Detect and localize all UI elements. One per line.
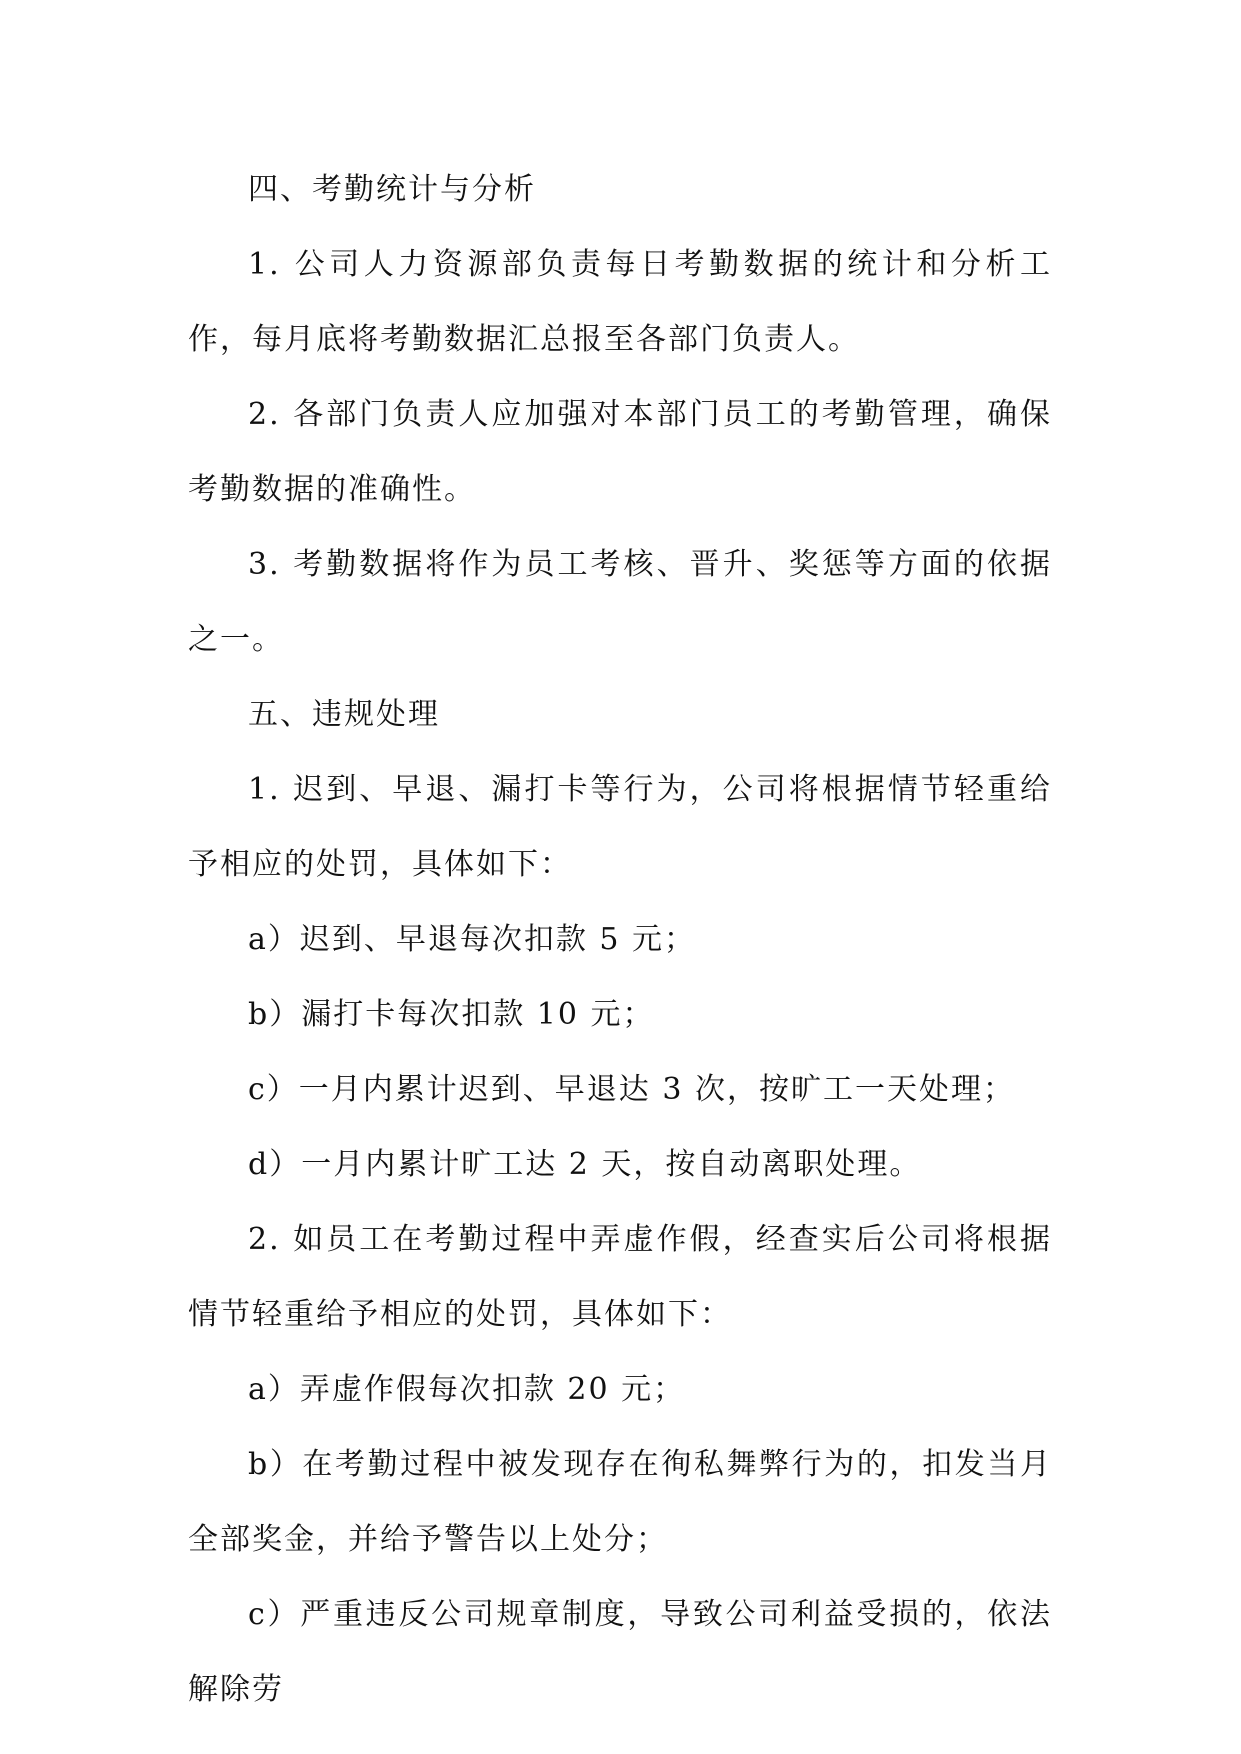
paragraph-statistics-item-1: 1. 公司人力资源部负责每日考勤数据的统计和分析工作，每月底将考勤数据汇总报至各部门负责人。 xyxy=(188,247,1052,357)
paragraph-violation-item-1c: c）一月内累计迟到、早退达 3 次，按旷工一天处理； xyxy=(248,1072,1015,1107)
paragraph-violation-item-1b: b）漏打卡每次扣款 10 元； xyxy=(248,997,655,1032)
paragraph-statistics-item-2: 2. 各部门负责人应加强对本部门员工的考勤管理，确保考勤数据的准确性。 xyxy=(188,397,1052,507)
paragraph-violation-item-1: 1. 迟到、早退、漏打卡等行为，公司将根据情节轻重给予相应的处罚，具体如下： xyxy=(188,772,1052,882)
document-body xyxy=(188,152,1052,1727)
paragraph-violation-item-2: 2. 如员工在考勤过程中弄虚作假，经查实后公司将根据情节轻重给予相应的处罚，具体如下： xyxy=(188,1222,1052,1332)
paragraph-violation-item-1a: a）迟到、早退每次扣款 5 元； xyxy=(248,922,697,957)
paragraph-statistics-item-3: 3. 考勤数据将作为员工考核、晋升、奖惩等方面的依据之一。 xyxy=(188,547,1052,657)
paragraph-violation-item-1d: d）一月内累计旷工达 2 天，按自动离职处理。 xyxy=(248,1147,922,1182)
section-heading-attendance-statistics: 四、考勤统计与分析 xyxy=(248,172,536,207)
section-heading-violations: 五、违规处理 xyxy=(248,697,440,732)
paragraph-violation-item-2b: b）在考勤过程中被发现存在徇私舞弊行为的，扣发当月全部奖金，并给予警告以上处分； xyxy=(188,1447,1052,1557)
paragraph-violation-item-2a: a）弄虚作假每次扣款 20 元； xyxy=(248,1372,686,1407)
paragraph-violation-item-2c: c）严重违反公司规章制度，导致公司利益受损的，依法解除劳 xyxy=(188,1597,1052,1707)
